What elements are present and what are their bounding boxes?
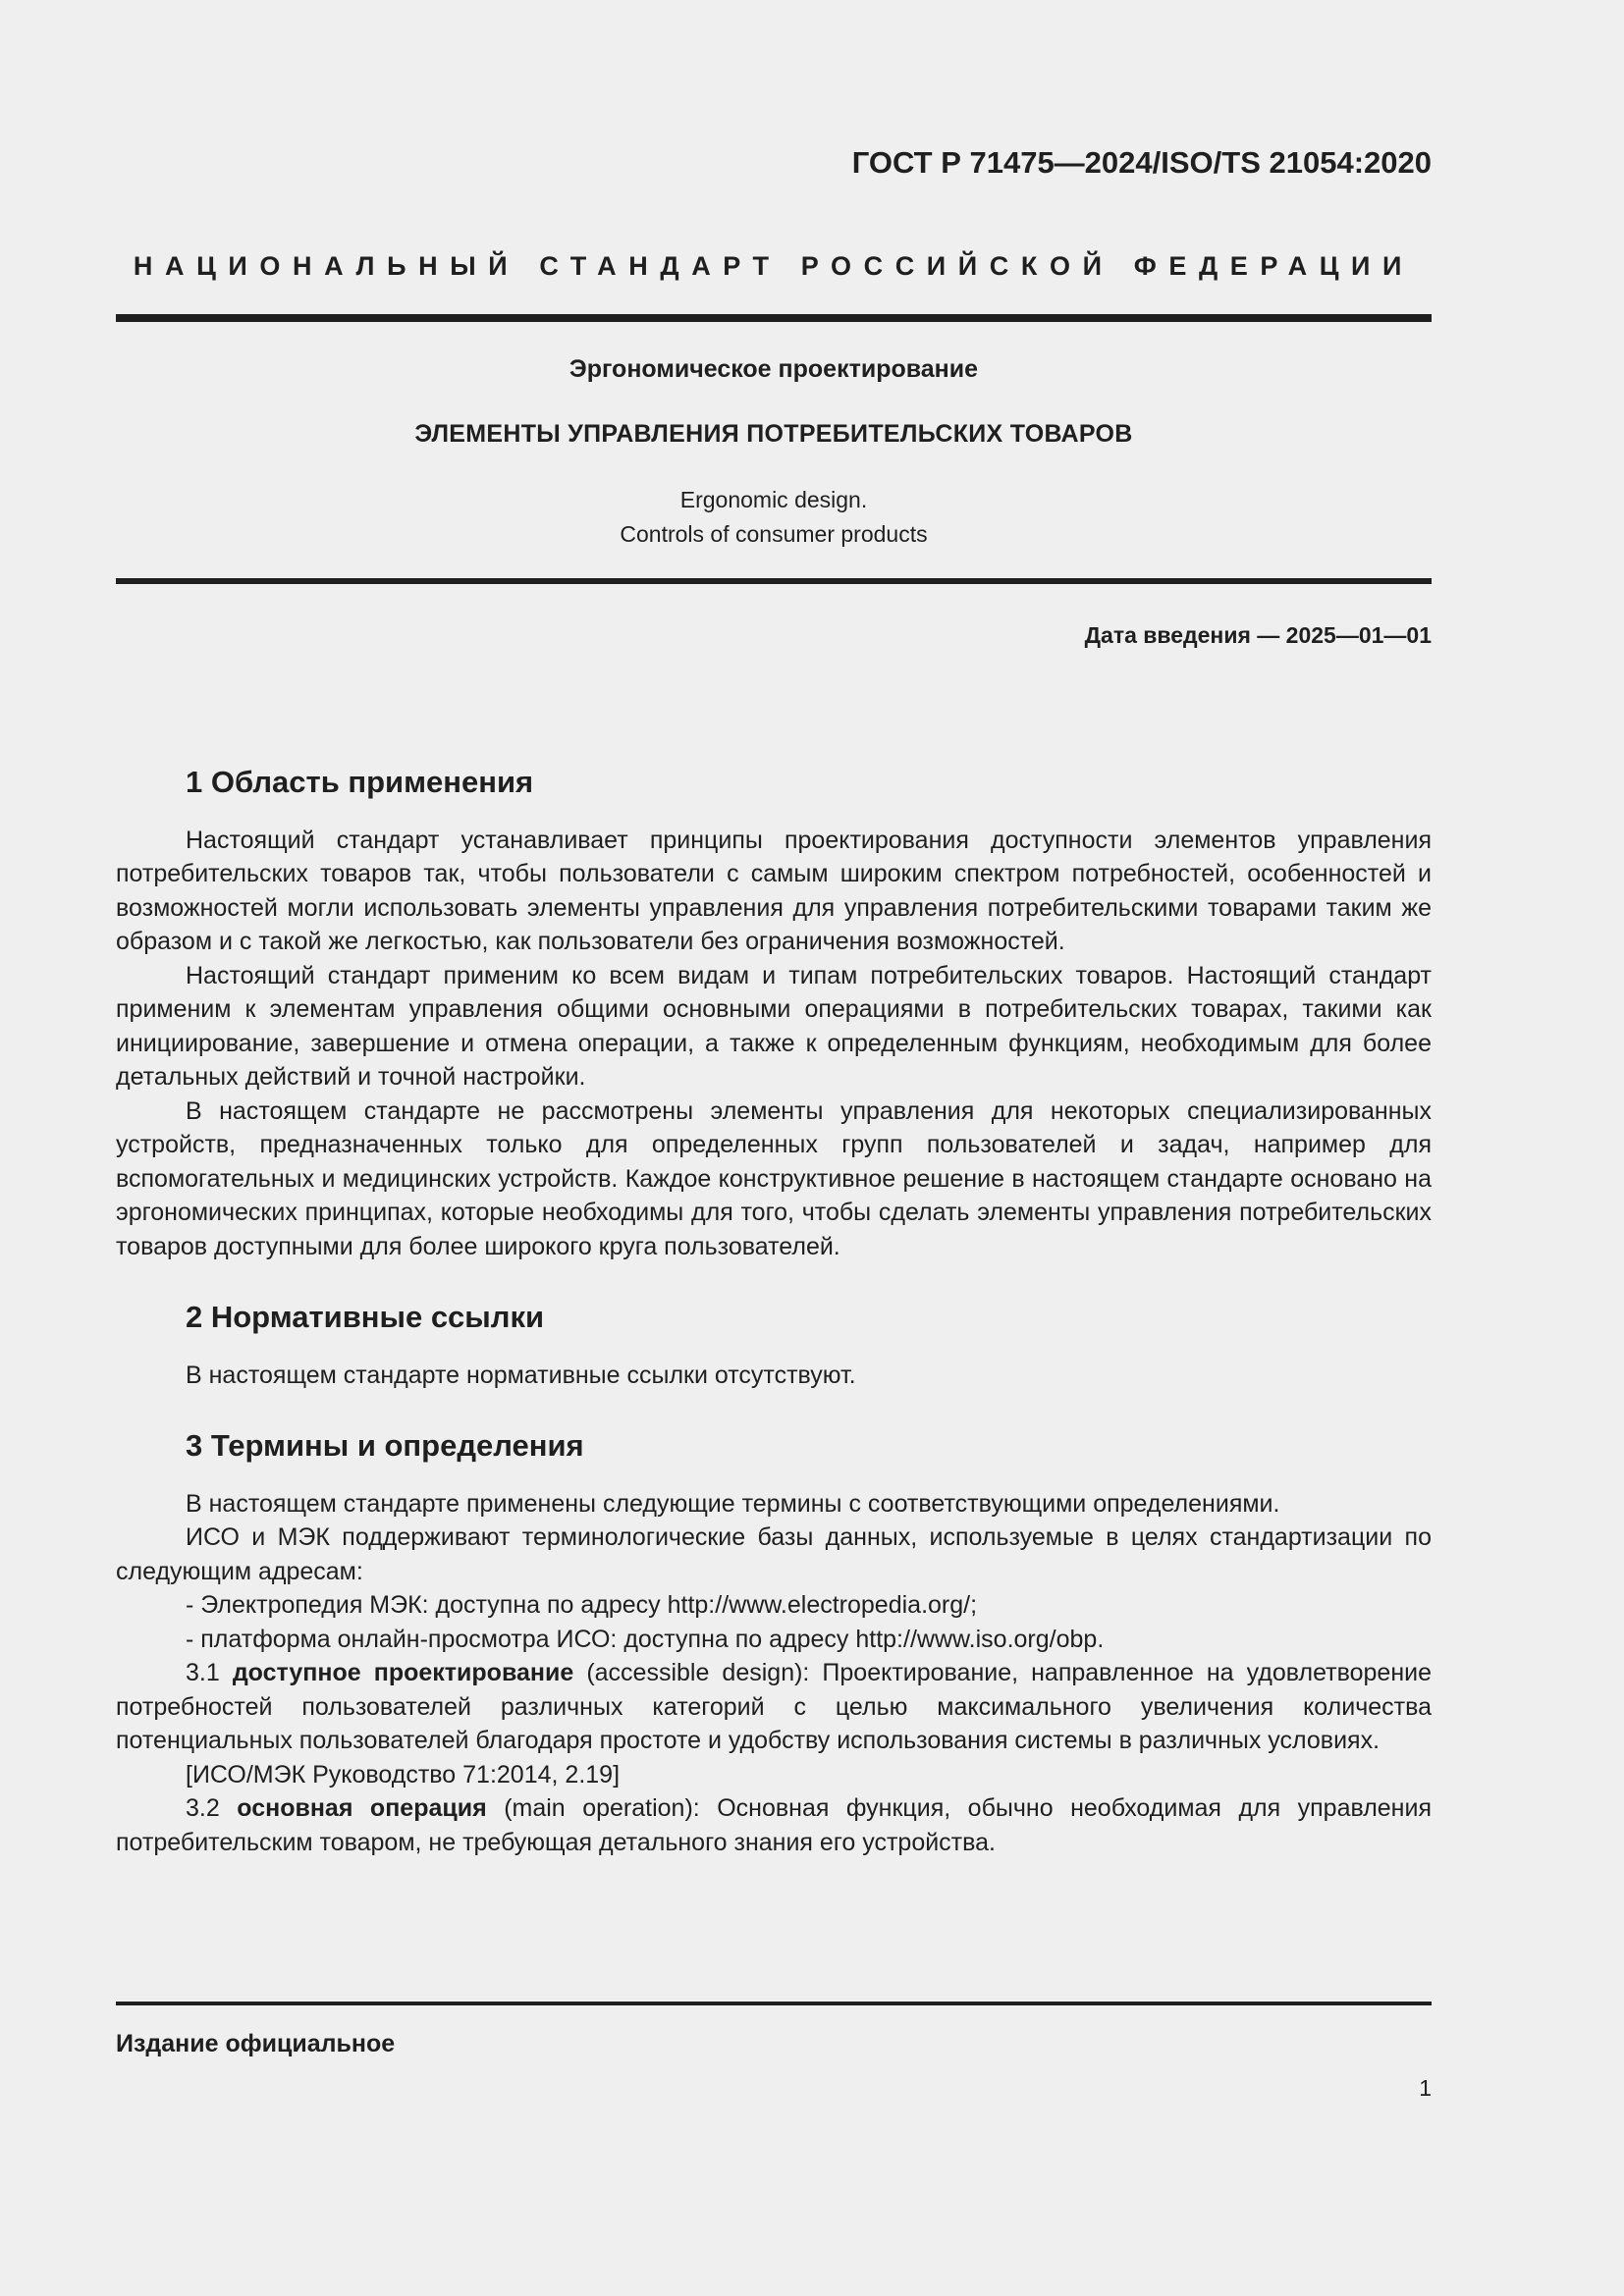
english-title-line-2: Controls of consumer products: [620, 521, 928, 547]
term-3-1: [116, 1656, 1432, 1758]
middle-rule: [116, 578, 1432, 584]
section-3-heading: 3 Термины и определения: [186, 1428, 584, 1463]
top-rule: [116, 314, 1432, 322]
term-3-2-number: 3.2: [186, 1794, 238, 1822]
section-3-list-item-1: - Электропедия МЭК: доступна по адресу http://www.electropedia.org/;: [186, 1591, 978, 1619]
section-1-heading: 1 Область применения: [186, 765, 534, 799]
national-standard-heading: НАЦИОНАЛЬНЫЙ СТАНДАРТ РОССИЙСКОЙ ФЕДЕРАЦИИ: [133, 251, 1415, 281]
term-3-1-number: 3.1: [186, 1659, 233, 1686]
section-3-list-item-2: - платформа онлайн-просмотра ИСО: доступна по адресу http://www.iso.org/obp.: [186, 1625, 1105, 1653]
document-title: ЭЛЕМЕНТЫ УПРАВЛЕНИЯ ПОТРЕБИТЕЛЬСКИХ ТОВАРОВ: [414, 420, 1133, 448]
english-title-line-1: Ergonomic design.: [679, 487, 868, 512]
term-3-2-term: основная операция: [237, 1794, 487, 1822]
english-title: [116, 483, 1432, 552]
term-3-1-term: доступное проектирование: [232, 1659, 574, 1686]
term-3-1-source: [ИСО/МЭК Руководство 71:2014, 2.19]: [186, 1760, 621, 1789]
bottom-rule: [116, 2002, 1432, 2005]
section-1-paragraph-2: Настоящий стандарт применим ко всем видам и типам потребительских товаров. Настоящий стандарт применим к элементам управления общими основными операциями в потребительских товарах, такими как инициирование, завершение и отмена операции, а также к определенным функциям, необходимым для более детальных действий и точной настройки.: [116, 961, 1432, 1091]
introduction-date: Дата введения — 2025—01—01: [1084, 622, 1432, 648]
section-2-heading: 2 Нормативные ссылки: [186, 1300, 545, 1334]
page-number: 1: [1419, 2075, 1432, 2101]
subtitle: Эргономическое проектирование: [568, 355, 979, 383]
section-1-paragraph-1: Настоящий стандарт устанавливает принципы проектирования доступности элементов управления потребительских товаров так, чтобы пользователи с самым широким спектром потребностей, особенностей и возможностей могли использовать элементы управления для управления потребительскими товарами таким же образом и с такой же легкостью, как пользователи без ограничения возможностей.: [116, 826, 1432, 955]
section-3-paragraph-2: ИСО и МЭК поддерживают терминологические базы данных, используемые в целях стандартизации по следующим адресам:: [116, 1523, 1432, 1585]
section-1-paragraph-3: В настоящем стандарте не рассмотрены элементы управления для некоторых специализированных устройств, предназначенных только для определенных групп пользователей и задач, например для вспомогательных и медицинских устройств. Каждое конструктивное решение в настоящем стандарте основано на эргономических принципах, которые необходимы для того, чтобы сделать элементы управления потребительских товаров доступными для более широкого круга пользователей.: [116, 1096, 1432, 1260]
standard-number: ГОСТ Р 71475—2024/ISO/TS 21054:2020: [851, 145, 1432, 180]
term-3-2-definition: (main operation): Основная функция, обычно необходимая для управления потребительским товаром, не требующая детального знания его устройства.: [116, 1794, 1432, 1856]
section-3-paragraph-1: В настоящем стандарте применены следующие термины с соответствующими определениями.: [186, 1489, 1280, 1518]
official-edition-label: Издание официальное: [116, 2030, 396, 2057]
section-2-paragraph-1: В настоящем стандарте нормативные ссылки отсутствуют.: [186, 1361, 856, 1389]
document-page: [116, 0, 1432, 2296]
term-3-2: [116, 1791, 1432, 1859]
document-body: [116, 766, 1432, 1859]
term-3-1-definition: (accessible design): Проектирование, направленное на удовлетворение потребностей пользователей различных категорий с целью максимального увеличения количества потенциальных пользователей благодаря простоте и удобству использования системы в различных условиях.: [116, 1659, 1432, 1754]
